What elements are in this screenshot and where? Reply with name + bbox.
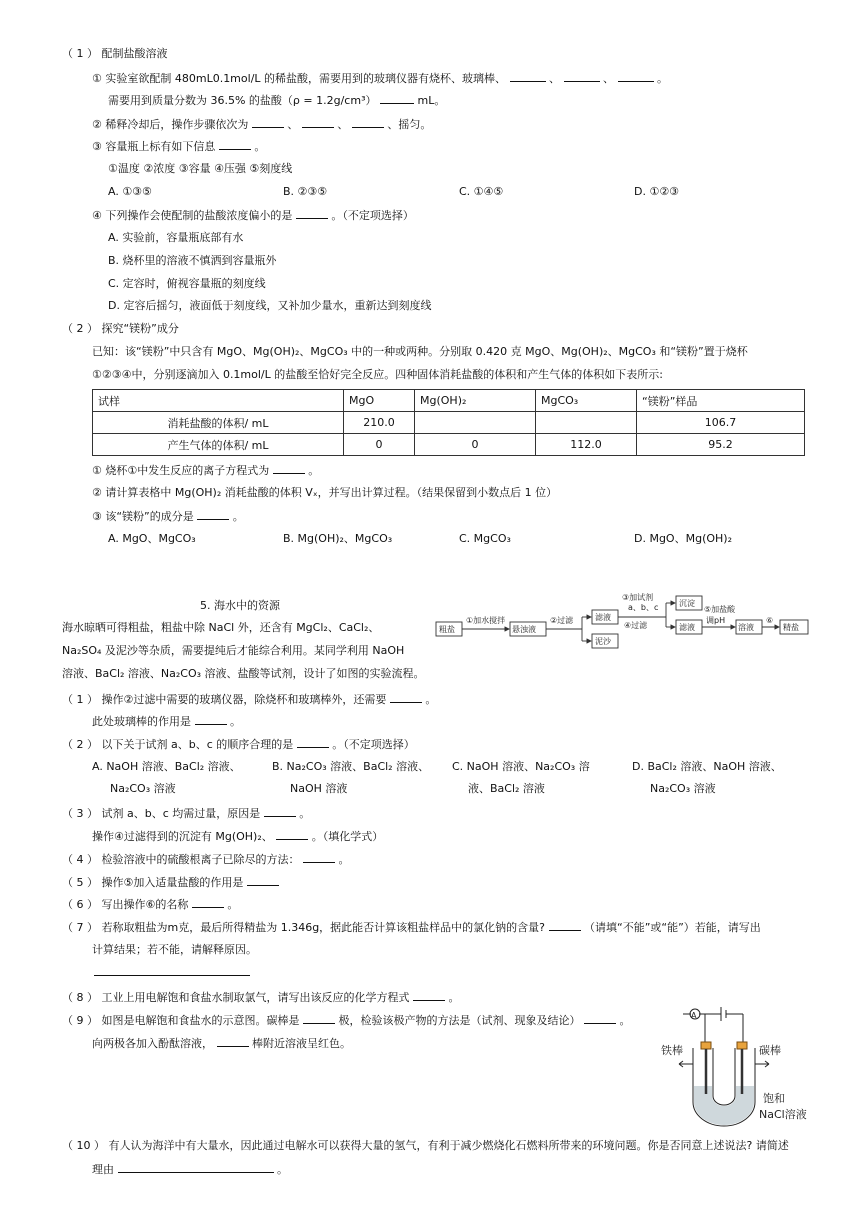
table-header-row (93, 390, 805, 412)
option-d[interactable]: D. ①②③ (634, 185, 680, 198)
option-c[interactable]: C. NaOH 溶液、Na₂CO₃ 溶 (452, 760, 590, 773)
answer-blank[interactable] (273, 462, 305, 474)
sea-q4: （ 4 ） 检验溶液中的硫酸根离子已除尽的方法： 。 (62, 853, 350, 866)
sea-q3b (92, 828, 383, 845)
table-header: MgCO₃ (536, 390, 637, 412)
sea-q7 (62, 919, 761, 936)
solution-label: 饱和 (763, 1092, 785, 1105)
table-row (93, 434, 805, 456)
flow-label: ③加试剂 (622, 593, 654, 602)
option-d[interactable]: D. 定容后摇匀，液面低于刻度线，又补加少量水，重新达到刻度线 (108, 299, 432, 312)
option-a[interactable]: A. 实验前，容量瓶底部有水 (108, 231, 244, 244)
option-c-cont: 液、BaCl₂ 溶液 (468, 782, 545, 795)
answer-blank[interactable] (195, 713, 227, 725)
answer-line[interactable] (94, 964, 250, 976)
option-d[interactable]: D. BaCl₂ 溶液、NaOH 溶液、 (632, 760, 782, 773)
sea-q10: （ 10 ） 有人认为海洋中有大量水，因此通过电解水可以获得大量的氢气，有利于减少燃烧化石燃料所带来的环境问题。你是否同意上述说法? 请简述 (62, 1139, 789, 1152)
process-flowchart (432, 590, 812, 658)
sea-q6: （ 6 ） 写出操作⑥的名称 。 (62, 898, 239, 911)
table-cell: 消耗盐酸的体积/ mL (93, 412, 344, 434)
sea-q2 (62, 736, 415, 753)
intro-line1: 海水晾晒可得粗盐，粗盐中除 NaCl 外，还含有 MgCl₂、CaCl₂、 (62, 621, 380, 634)
answer-blank[interactable] (192, 896, 224, 908)
option-b-cont: NaOH 溶液 (290, 782, 348, 795)
known-line2: ①②③④中，分别逐滴加入 0.1mol/L 的盐酸至恰好完全反应。四种固体消耗盐酸的体积和产生气体的体积如下表所示: (92, 368, 663, 381)
option-a-cont: Na₂CO₃ 溶液 (110, 782, 176, 795)
answer-blank[interactable] (252, 116, 284, 128)
q1b-text: 需要用到质量分数为 36.5% 的盐酸（ρ = 1.2g/cm³） (108, 94, 377, 107)
answer-blank[interactable] (276, 828, 308, 840)
answer-blank[interactable] (217, 1035, 249, 1047)
option-c[interactable]: C. ①④⑤ (459, 185, 504, 198)
q9b-text: 向两极各加入酚酞溶液， (92, 1037, 213, 1050)
option-a[interactable]: A. NaOH 溶液、BaCl₂ 溶液、 (92, 760, 241, 773)
part1-q1-line2 (108, 92, 445, 109)
intro-line3: 溶液、BaCl₂ 溶液、Na₂CO₃ 溶液、盐酸等试剂，设计了如图的实验流程。 (62, 667, 425, 680)
table-header: “镁粉”样品 (637, 390, 805, 412)
q9b-tail: 棒附近溶液呈红色。 (252, 1037, 351, 1050)
part1-q3: ③ 容量瓶上标有如下信息 。 (92, 140, 266, 153)
answer-blank[interactable] (390, 691, 422, 703)
table-header: 试样 (93, 390, 344, 412)
sea-q1b: 此处玻璃棒的作用是 。 (92, 715, 241, 728)
answer-blank[interactable] (296, 207, 328, 219)
part1-q1-line1: ① 实验室欲配制 480mL0.1mol/L 的稀盐酸，需要用到的玻璃仪器有烧杯、玻璃棒、 、 、 。 (92, 72, 669, 85)
q4-text: ④ 下列操作会使配制的盐酸浓度偏小的是 (92, 209, 293, 222)
u-tube-inner (713, 1048, 735, 1105)
outlet-arrow-icon (679, 1061, 693, 1067)
q3-text: ③ 容量瓶上标有如下信息 (92, 140, 216, 153)
option-b[interactable]: B. Mg(OH)₂、MgCO₃ (283, 532, 393, 545)
answer-blank[interactable] (549, 919, 581, 931)
intro-line2: Na₂SO₄ 及泥沙等杂质，需要提纯后才能综合利用。某同学利用 NaOH (62, 644, 405, 657)
iron-stopper (701, 1042, 711, 1049)
q3-text: （ 3 ） 试剂 a、b、c 均需过量，原因是 (62, 807, 261, 820)
sea-q5 (62, 874, 279, 891)
table-cell: 112.0 (536, 434, 637, 456)
iron-label: 铁棒 (661, 1044, 683, 1057)
flow-label: 滤液 (595, 613, 611, 622)
outlet-arrow-icon (755, 1061, 769, 1067)
q3-items: ①温度 ②浓度 ③容量 ④压强 ⑤刻度线 (108, 162, 293, 175)
table-cell: 210.0 (344, 412, 415, 434)
flow-label: 粗盐 (439, 625, 455, 634)
q10b-text: 理由 (92, 1163, 114, 1176)
data-table (92, 389, 805, 456)
q7-tail: （请填“不能”或“能”）若能，请写出 (584, 921, 761, 934)
answer-blank[interactable] (510, 70, 546, 82)
answer-blank[interactable] (303, 1012, 335, 1024)
flow-label: ⑤加盐酸 (704, 605, 736, 614)
q3b-tail: 。（填化学式） (311, 830, 384, 843)
option-d-cont: Na₂CO₃ 溶液 (650, 782, 716, 795)
part1-heading: （ 1 ） 配制盐酸溶液 (62, 47, 168, 60)
answer-blank[interactable] (197, 508, 229, 520)
electrolysis-diagram (655, 1004, 815, 1132)
sea-q1: （ 1 ） 操作②过滤中需要的玻璃仪器，除烧杯和玻璃棒外，还需要 。 (62, 693, 437, 706)
part1-q4 (92, 207, 414, 224)
q3-text: ③ 该“镁粉”的成分是 (92, 510, 194, 523)
answer-blank[interactable] (303, 851, 335, 863)
answer-blank[interactable] (618, 70, 654, 82)
part2-q3: ③ 该“镁粉”的成分是 。 (92, 510, 244, 523)
option-b[interactable]: B. Na₂CO₃ 溶液、BaCl₂ 溶液、 (272, 760, 430, 773)
sea-q9b (92, 1035, 351, 1052)
sea-q10b: 理由 。 (92, 1163, 288, 1176)
flow-label: 滤液 (679, 623, 695, 632)
flow-label: 泥沙 (595, 637, 611, 646)
q2-tail: 、摇匀。 (387, 118, 432, 131)
option-b[interactable]: B. 烧杯里的溶液不慎洒到容量瓶外 (108, 254, 277, 267)
flow-label: a、b、c (628, 603, 659, 612)
table-cell: 95.2 (637, 434, 805, 456)
q2-text: （ 2 ） 以下关于试剂 a、b、c 的顺序合理的是 (62, 738, 294, 751)
option-d[interactable]: D. MgO、Mg(OH)₂ (634, 532, 732, 545)
answer-blank[interactable] (352, 116, 384, 128)
ammeter-label: A (691, 1011, 697, 1020)
flow-label: ①加水搅拌 (466, 616, 506, 625)
q1-text: ① 实验室欲配制 480mL0.1mol/L 的稀盐酸，需要用到的玻璃仪器有烧杯、玻璃棒、 (92, 72, 507, 85)
answer-blank[interactable] (584, 1012, 616, 1024)
table-cell: 产生气体的体积/ mL (93, 434, 344, 456)
option-c[interactable]: C. MgCO₃ (459, 532, 511, 545)
unit-text: mL。 (417, 94, 446, 107)
answer-blank[interactable] (247, 874, 279, 886)
flow-label: ④过滤 (624, 621, 648, 630)
part2-q2: ② 请计算表格中 Mg(OH)₂ 消耗盐酸的体积 Vₓ，并写出计算过程。（结果保留到小数点后 1 位） (92, 486, 558, 499)
q6-text: （ 6 ） 写出操作⑥的名称 (62, 898, 189, 911)
q4-tail: 。（不定项选择） (331, 209, 414, 222)
q2-tail: 。（不定项选择） (332, 738, 415, 751)
sea-q7b: 计算结果；若不能，请解释原因。 (92, 943, 257, 956)
option-a[interactable]: A. MgO、MgCO₃ (108, 532, 196, 545)
q9-mid: 极，检验该极产物的方法是（试剂、现象及结论） (338, 1014, 581, 1027)
answer-blank[interactable] (302, 116, 334, 128)
known-line1: 已知：该“镁粉”中只含有 MgO、Mg(OH)₂、MgCO₃ 中的一种或两种。分别取 0.420 克 MgO、Mg(OH)₂、MgCO₃ 和“镁粉”置于烧杯 (92, 345, 748, 358)
option-a[interactable]: A. ①③⑤ (108, 185, 152, 198)
q4-text: （ 4 ） 检验溶液中的硫酸根离子已除尽的方法： (62, 853, 300, 866)
answer-blank[interactable] (297, 736, 329, 748)
table-cell (415, 412, 536, 434)
table-cell: 0 (415, 434, 536, 456)
option-b[interactable]: B. ②③⑤ (283, 185, 328, 198)
flow-label: ⑥ (766, 616, 774, 625)
option-c[interactable]: C. 定容时，俯视容量瓶的刻度线 (108, 277, 266, 290)
table-cell: 106.7 (637, 412, 805, 434)
table-header: Mg(OH)₂ (415, 390, 536, 412)
flow-label: 沉淀 (679, 599, 695, 608)
sea-q9: （ 9 ） 如图是电解饱和食盐水的示意图。碳棒是 极，检验该极产物的方法是（试剂、现象及结论） 。 (62, 1014, 631, 1027)
answer-blank[interactable] (264, 805, 296, 817)
flow-label: 调pH (706, 616, 726, 625)
table-row (93, 412, 805, 434)
answer-blank[interactable] (219, 138, 251, 150)
answer-blank[interactable] (380, 92, 414, 104)
part2-heading: （ 2 ） 探究“镁粉”成分 (62, 322, 179, 335)
carbon-stopper (737, 1042, 747, 1049)
flow-label: ②过滤 (550, 616, 574, 625)
part1-q2: ② 稀释冷却后，操作步骤依次为 、 、 、摇匀。 (92, 118, 432, 131)
table-header: MgO (344, 390, 415, 412)
q3b-text: 操作④过滤得到的沉淀有 Mg(OH)₂、 (92, 830, 273, 843)
flow-label: 悬浊液 (512, 625, 536, 634)
q2-text: ② 稀释冷却后，操作步骤依次为 (92, 118, 249, 131)
q9-text: （ 9 ） 如图是电解饱和食盐水的示意图。碳棒是 (62, 1014, 300, 1027)
q1-text: （ 1 ） 操作②过滤中需要的玻璃仪器，除烧杯和玻璃棒外，还需要 (62, 693, 387, 706)
part2-q1: ① 烧杯①中发生反应的离子方程式为 。 (92, 464, 320, 477)
table-cell (536, 412, 637, 434)
answer-blank[interactable] (413, 989, 445, 1001)
table-cell: 0 (344, 434, 415, 456)
carbon-label: 碳棒 (759, 1044, 781, 1057)
answer-blank[interactable] (564, 70, 600, 82)
section-title: 5. 海水中的资源 (200, 599, 280, 612)
q5-text: （ 5 ） 操作⑤加入适量盐酸的作用是 (62, 876, 244, 889)
q7-text: （ 7 ） 若称取粗盐为m克，最后所得精盐为 1.346g，据此能否计算该粗盐样品中的氯化钠的含量? (62, 921, 546, 934)
solution-label: NaCl溶液 (759, 1108, 807, 1121)
flow-label: 溶液 (738, 623, 754, 632)
q1b-text: 此处玻璃棒的作用是 (92, 715, 191, 728)
answer-blank[interactable] (118, 1161, 274, 1173)
q1-text: ① 烧杯①中发生反应的离子方程式为 (92, 464, 270, 477)
q8-text: （ 8 ） 工业上用电解饱和食盐水制取氯气，请写出该反应的化学方程式 (62, 991, 410, 1004)
sea-q3: （ 3 ） 试剂 a、b、c 均需过量，原因是 。 (62, 807, 311, 820)
flow-label: 精盐 (783, 623, 799, 632)
sea-q8: （ 8 ） 工业上用电解饱和食盐水制取氯气，请写出该反应的化学方程式 。 (62, 991, 460, 1004)
